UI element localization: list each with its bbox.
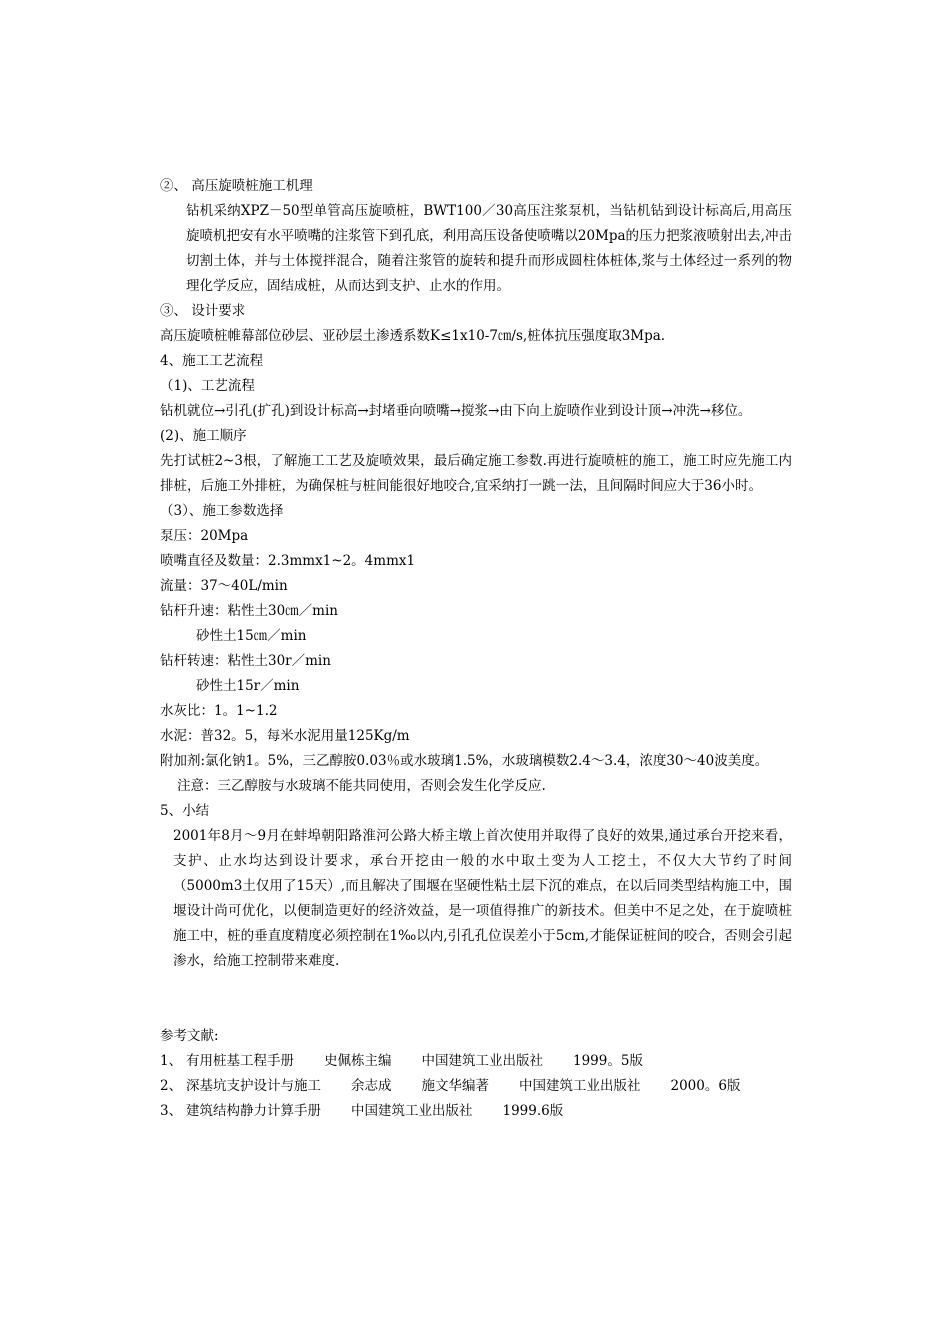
spacer [160,974,792,1024]
process-flow-body: 钻机就位→引孔(扩孔)到设计标高→封堵垂向喷嘴→搅浆→由下向上旋喷作业到设计顶→冲洗→移位。 [160,403,752,419]
section-3-heading: ③、 设计要求 [160,303,246,319]
section-2-heading: ②、 高压旋喷桩施工机理 [160,178,313,194]
section-3-body: 高压旋喷桩帷幕部位砂层、亚砂层土渗透系数K≤1x10-7㎝/s,桩体抗压强度取3Mpa. [160,328,666,344]
reference-item [160,1099,792,1124]
reference-author: 余志成 [351,1078,392,1094]
reference-number: 1、 [160,1053,183,1069]
reference-item [160,1049,792,1074]
param-rotate-speed: 钻杆转速：粘性土30r／min [160,653,331,669]
reference-coauthor: 施文华编著 [421,1078,489,1094]
reference-title: 建筑结构静力计算手册 [186,1103,321,1119]
document-page [160,174,792,1124]
param-water-cement-ratio: 水灰比：1。1~1.2 [160,703,278,719]
param-pump-pressure: 泵压：20Mpa [160,528,249,544]
param-lift-speed: 钻杆升速：粘性土30㎝／min [160,603,338,619]
reference-publisher: 中国建筑工业出版社 [351,1103,473,1119]
param-cement: 水泥：普32。5，每米水泥用量125Kg/m [160,728,410,744]
reference-number: 3、 [160,1103,183,1119]
reference-item [160,1074,792,1099]
param-flow: 流量：37～40L/min [160,578,288,594]
param-note: 注意：三乙醇胺与水玻璃不能共同使用，否则会发生化学反应. [177,778,546,794]
section-2-body: 钻机采纳XPZ－50型单管高压旋喷桩，BWT100／30高压注浆泵机，当钻机钻到设计标高后,用高压旋喷机把安有水平喷嘴的注浆管下到孔底，利用高压设备使喷嘴以20Mpa的压力把浆液喷射出去,冲击切割土体，并与土体搅拌混合，随着注浆管的旋转和提升而形成圆柱体桩体,浆与土体经过一系列的物理化学反应，固结成桩，从而达到支护、止水的作用。 [186,203,792,294]
reference-edition: 1999.6版 [502,1103,564,1119]
param-rotate-speed-sand: 砂性土15r／min [196,678,300,694]
process-flow-heading: （1)、工艺流程 [160,378,255,394]
construction-order-body: 先打试桩2~3根，了解施工工艺及旋喷效果，最后确定施工参数.再进行旋喷桩的施工，施工时应先施工内排桩，后施工外排桩，为确保桩与桩间能很好地咬合,宜采纳打一跳一法，且间隔时间应大于36小时。 [160,453,792,494]
construction-order-heading: (2)、施工顺序 [160,428,247,444]
reference-publisher: 中国建筑工业出版社 [519,1078,641,1094]
section-5-heading: 5、小结 [160,803,210,819]
param-nozzle: 喷嘴直径及数量：2.3mmx1~2。4mmx1 [160,553,416,569]
references-heading: 参考文献: [160,1028,219,1044]
reference-edition: 1999。5版 [573,1053,643,1069]
section-5-body: 2001年8月～9月在蚌埠朝阳路淮河公路大桥主墩上首次使用并取得了良好的效果,通过承台开挖来看，支护、止水均达到设计要求，承台开挖由一般的水中取土变为人工挖土，不仅大大节约了时间（5000m3土仅用了15天）,而且解决了围堰在坚硬性粘土层下沉的难点，在以后同类型结构施工中，围堰设计尚可优化，以便制造更好的经济效益，是一项值得推广的新技术。但美中不足之处，在于旋喷桩施工中，桩的垂直度精度必须控制在1‰以内,引孔孔位误差小于5cm,才能保证桩间的咬合，否则会引起渗水，给施工控制带来难度. [173,828,792,969]
reference-author: 史佩栋主编 [324,1053,392,1069]
parameter-selection-heading: （3）、施工参数选择 [160,503,284,519]
reference-edition: 2000。6版 [670,1078,741,1094]
reference-title: 有用桩基工程手册 [186,1053,294,1069]
param-lift-speed-sand: 砂性土15㎝／min [196,628,307,644]
section-4-heading: 4、施工工艺流程 [160,353,264,369]
param-additive: 附加剂:氯化钠1。5%，三乙醇胺0.03％或水玻璃1.5%，水玻璃模数2.4～3.4，浓度30～40波美度。 [160,753,769,769]
reference-number: 2、 [160,1078,183,1094]
reference-title: 深基坑支护设计与施工 [186,1078,321,1094]
reference-publisher: 中国建筑工业出版社 [421,1053,543,1069]
